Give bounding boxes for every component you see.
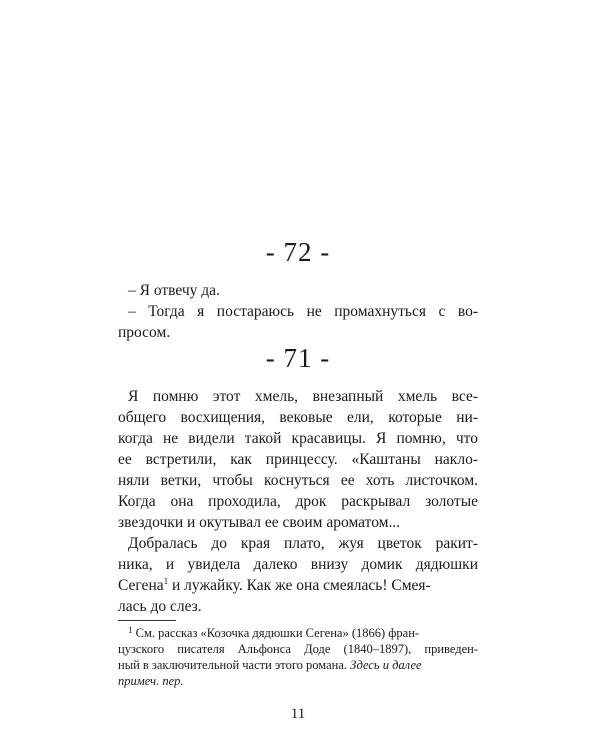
text-line: звездочки и окутывал ее своим ароматом... (118, 514, 401, 531)
text-fragment: и лужайку. Как же она смеялась! Смея- (172, 577, 431, 594)
text-line: общего восхищения, вековые ели, которые ни- (118, 409, 478, 426)
text-line: ника, и увидела далеко внизу домик дядюшки (118, 556, 478, 573)
text-line: лась до слез. (118, 598, 202, 615)
footnote-line (128, 626, 478, 641)
text-line: Добралась до края плато, жуя цветок ракит- (128, 535, 478, 552)
footnote-marker: 1 (128, 625, 133, 635)
text-line: Я помню этот хмель, внезапный хмель все- (128, 388, 478, 405)
text-line: Когда она проходила, дрок раскрывал золотые (118, 493, 478, 510)
text-line: – Тогда я постараюсь не промахнуться с во- (128, 303, 478, 320)
text-fragment: Сегена (118, 577, 164, 594)
footnote-line (118, 658, 478, 673)
chapter-heading-71: - 71 - (265, 343, 331, 373)
footnote-italic-text: Здесь и далее (350, 658, 422, 672)
text-line: – Я отвечу да. (128, 282, 220, 299)
footnote-line: цузского писателя Альфонса Доде (1840–1897), приведен- (118, 642, 478, 656)
text-line: няли ветки, чтобы коснуться ее хоть листочком. (118, 472, 478, 489)
footnote-text: ный в заключительной части этого романа. (118, 658, 348, 672)
text-line: ее встретили, как принцессу. «Каштаны накло- (118, 451, 478, 468)
footnote-divider (118, 620, 176, 621)
text-line: просом. (118, 324, 171, 341)
footnote-line (118, 674, 478, 689)
chapter-heading-72: - 72 - (265, 237, 331, 267)
footnote-reference[interactable]: 1 (163, 575, 169, 586)
footnote-italic-text: примеч. пер. (118, 674, 184, 688)
footnote-text: См. рассказ «Козочка дядюшки Сегена» (1866) фран- (135, 626, 420, 640)
page-number: 11 (290, 706, 306, 722)
text-line: когда не видели такой красавицы. Я помню, что (118, 430, 478, 447)
text-line-with-note (118, 577, 478, 595)
